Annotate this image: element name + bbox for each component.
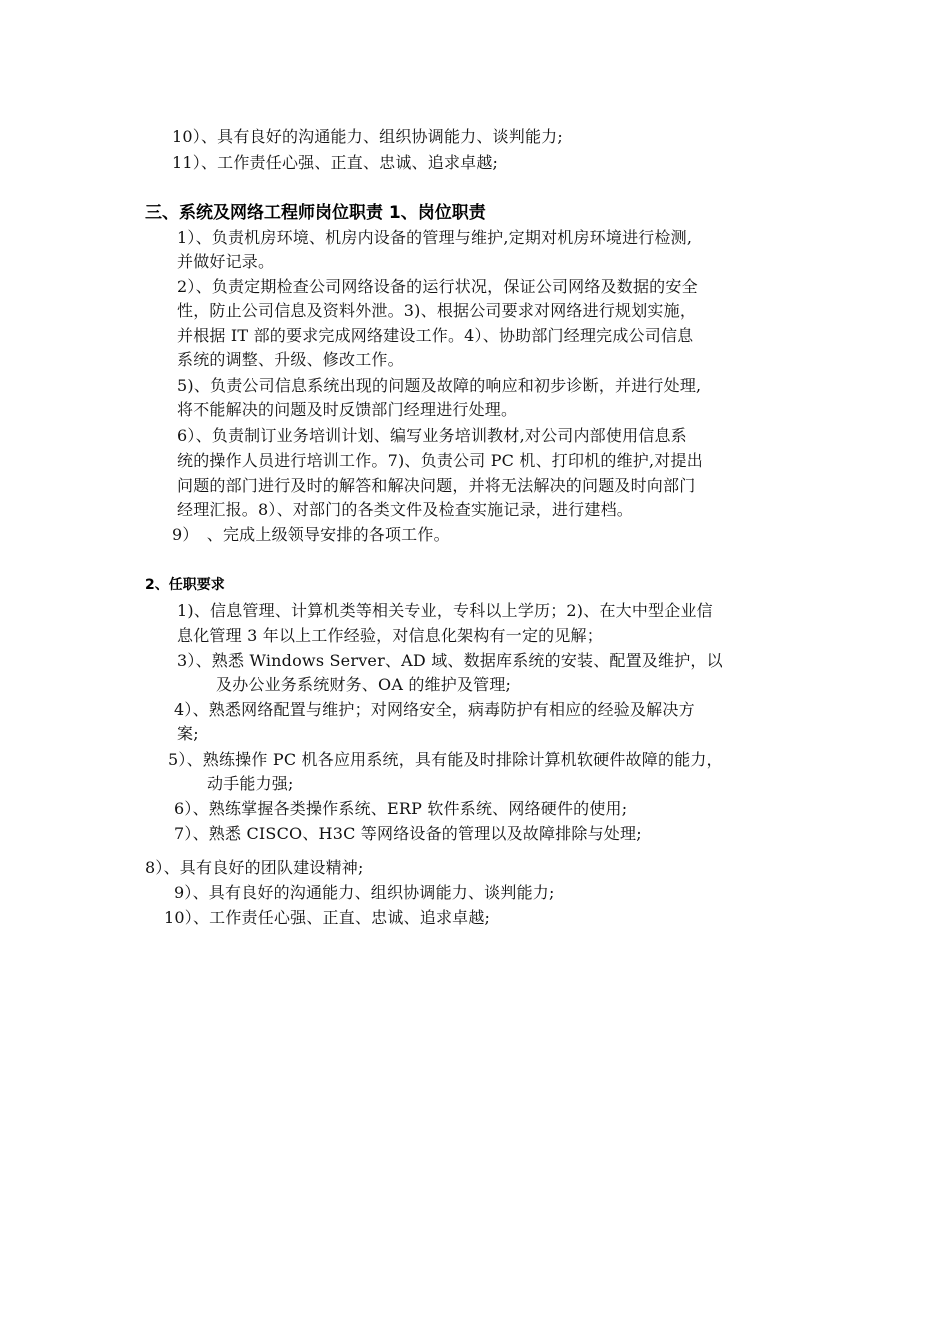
subsection-heading: 2、任职要求 (145, 577, 225, 593)
list-item: 10）、具有良好的沟通能力、组织协调能力、谈判能力; (172, 127, 563, 146)
paragraph-line: 及办公业务系统财务、OA 的维护及管理; (216, 675, 512, 694)
paragraph-line: 动手能力强; (207, 774, 294, 793)
section-heading: 三、系统及网络工程师岗位职责 1、岗位职责 (145, 203, 486, 223)
paragraph-line: 9）、具有良好的沟通能力、组织协调能力、谈判能力; (174, 883, 555, 902)
paragraph-line: 2）、负责定期检查公司网络设备的运行状况，保证公司网络及数据的安全 (177, 277, 698, 296)
list-item: 11）、工作责任心强、正直、忠诚、追求卓越; (172, 153, 499, 172)
paragraph-line: 9） 、完成上级领导安排的各项工作。 (172, 525, 450, 544)
paragraph-line: 8）、具有良好的团队建设精神; (145, 858, 364, 877)
paragraph-line: 10）、工作责任心强、正直、忠诚、追求卓越; (164, 908, 491, 927)
paragraph-line: 性，防止公司信息及资料外泄。3)、根据公司要求对网络进行规划实施， (177, 301, 697, 320)
paragraph-line: 5）、熟练操作 PC 机各应用系统，具有能及时排除计算机软硬件故障的能力， (168, 750, 723, 769)
paragraph-line: 问题的部门进行及时的解答和解决问题，并将无法解决的问题及时向部门 (177, 476, 696, 495)
paragraph-line: 4）、熟悉网络配置与维护；对网络安全，病毒防护有相应的经验及解决方 (174, 700, 695, 719)
paragraph-line: 统的操作人员进行培训工作。7)、负责公司 PC 机、打印机的维护,对提出 (177, 451, 703, 470)
paragraph-line: 6）、熟练掌握各类操作系统、ERP 软件系统、网络硬件的使用; (174, 799, 628, 818)
paragraph-line: 1）、负责机房环境、机房内设备的管理与维护,定期对机房环境进行检测, (177, 228, 693, 247)
paragraph-line: 案; (177, 724, 199, 743)
paragraph-line: 经理汇报。8）、对部门的各类文件及检查实施记录，进行建档。 (177, 500, 633, 519)
paragraph-line: 将不能解决的问题及时反馈部门经理进行处理。 (177, 400, 518, 419)
paragraph-line: 系统的调整、升级、修改工作。 (177, 350, 404, 369)
paragraph-line: 3）、熟悉 Windows Server、AD 域、数据库系统的安装、配置及维护，以 (177, 651, 723, 670)
paragraph-line: 并做好记录。 (177, 252, 275, 271)
paragraph-line: 并根据 IT 部的要求完成网络建设工作。4）、协助部门经理完成公司信息 (177, 326, 694, 345)
paragraph-line: 息化管理 3 年以上工作经验，对信息化架构有一定的见解； (177, 626, 603, 645)
paragraph-line: 7）、熟悉 CISCO、H3C 等网络设备的管理以及故障排除与处理; (174, 824, 642, 843)
paragraph-line: 6）、负责制订业务培训计划、编写业务培训教材,对公司内部使用信息系 (177, 426, 687, 445)
paragraph-line: 1)、信息管理、计算机类等相关专业，专科以上学历；2)、在大中型企业信 (177, 601, 713, 620)
paragraph-line: 5)、负责公司信息系统出现的问题及故障的响应和初步诊断，并进行处理, (177, 376, 702, 395)
